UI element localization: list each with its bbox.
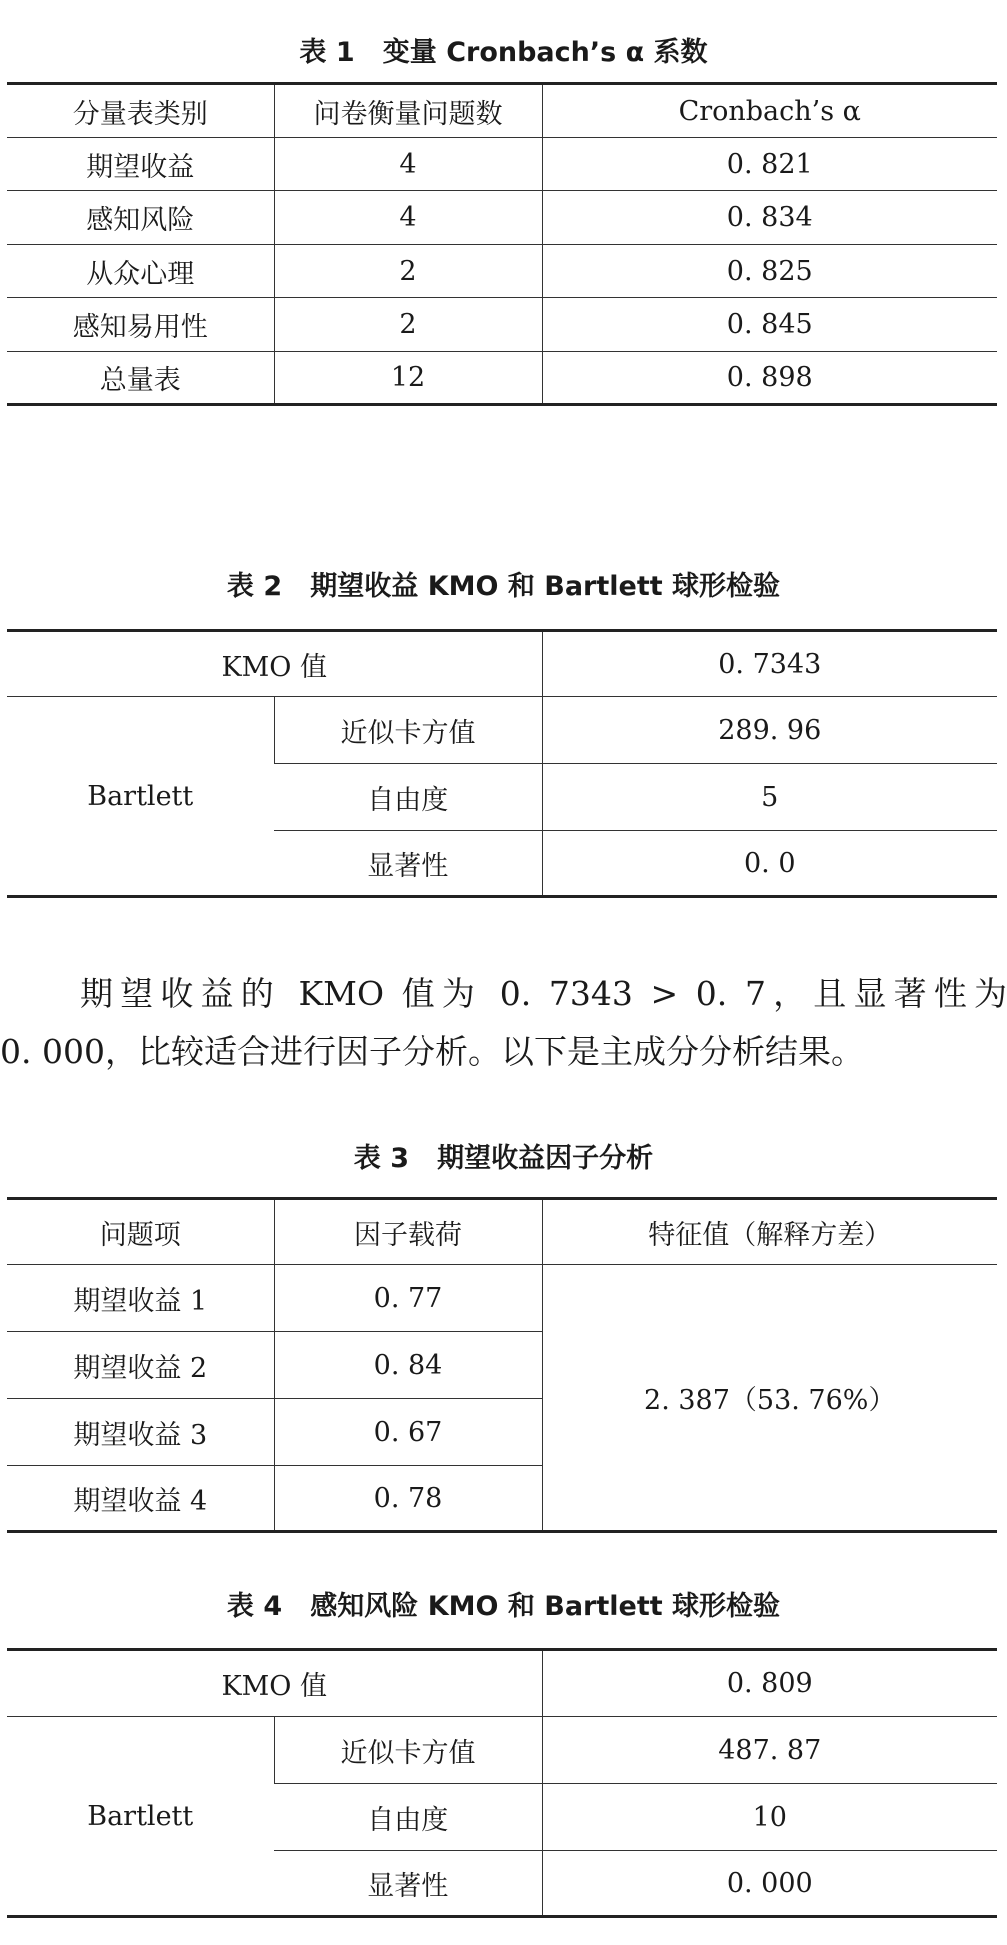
table2-cell: 自由度 [274, 764, 542, 831]
table4-kmo-row [7, 1650, 997, 1717]
table1-cell: 0. 898 [542, 352, 997, 405]
table4-bartlett-label: Bartlett [87, 1800, 194, 1832]
table3-cell: 0. 67 [274, 1399, 542, 1466]
table2-cell: 0. 0 [542, 831, 997, 897]
table2-cell: 显著性 [367, 850, 449, 882]
table1-cell: 4 [274, 138, 542, 191]
table3-cell: 0. 84 [274, 1332, 542, 1399]
table3-cell: 期望收益 2 [7, 1332, 274, 1399]
table1-cell: 2 [274, 298, 542, 352]
table3-header-eigen: 特征值（解释方差） [542, 1199, 997, 1265]
table2-bartlett-label: Bartlett [87, 780, 194, 812]
table1-cell: 期望收益 [7, 138, 274, 191]
table3-header-loading: 因子载荷 [274, 1199, 542, 1265]
table1-cell: 2 [274, 245, 542, 298]
table3-caption: 表 3 期望收益因子分析 [353, 1143, 654, 1174]
table1-cell: 从众心理 [7, 245, 274, 298]
table4-cell: 10 [542, 1784, 997, 1851]
table1 [7, 82, 997, 406]
table1-header-alpha: Cronbach’s α [542, 84, 997, 138]
table3 [7, 1197, 997, 1533]
table-row [7, 1717, 997, 1784]
table2 [7, 629, 997, 898]
table3-cell: 0. 78 [274, 1466, 542, 1532]
table4-cell: 自由度 [274, 1784, 542, 1851]
table-row [7, 697, 997, 764]
table1-cell: 0. 821 [542, 138, 997, 191]
table3-cell: 期望收益 1 [7, 1265, 274, 1332]
table4-cell: 显著性 [367, 1870, 449, 1902]
table1-cell: 0. 845 [542, 298, 997, 352]
table-row [7, 191, 997, 245]
table1-header-row [7, 84, 997, 138]
table2-kmo-row [7, 631, 997, 697]
table3-cell: 期望收益 3 [7, 1399, 274, 1466]
table4-cell: 近似卡方值 [274, 1717, 542, 1784]
table2-cell: 近似卡方值 [274, 697, 542, 764]
table1-cell: 0. 834 [542, 191, 997, 245]
table3-cell: 期望收益 4 [73, 1485, 208, 1517]
table1-cell: 总量表 [99, 365, 181, 396]
body-paragraph [0, 965, 1007, 1081]
table1-header-count: 问卷衡量问题数 [274, 84, 542, 138]
table3-eigen-value: 2. 387（53. 76%） [542, 1265, 997, 1532]
table4-kmo-value: 0. 809 [542, 1650, 997, 1717]
table2-kmo-value: 0. 7343 [542, 631, 997, 697]
table3-cell: 0. 77 [274, 1265, 542, 1332]
table4-caption: 表 4 感知风险 KMO 和 Bartlett 球形检验 [226, 1591, 781, 1622]
table1-header-category: 分量表类别 [7, 84, 274, 138]
table4 [7, 1648, 997, 1918]
table1-cell: 感知风险 [7, 191, 274, 245]
table1-cell: 感知易用性 [7, 298, 274, 352]
table2-cell: 289. 96 [542, 697, 997, 764]
table1-caption: 表 1 变量 Cronbach’s α 系数 [299, 37, 708, 68]
table-row [7, 138, 997, 191]
table2-kmo-label: KMO 值 [7, 631, 542, 697]
table-row [7, 352, 997, 405]
table2-caption: 表 2 期望收益 KMO 和 Bartlett 球形检验 [226, 571, 781, 602]
table-row [7, 298, 997, 352]
table1-cell: 0. 825 [542, 245, 997, 298]
table4-cell: 487. 87 [542, 1717, 997, 1784]
paragraph-line-1: 期望收益的 KMO 值为 0. 7343 > 0. 7，且显著性为 [80, 974, 1007, 1013]
table2-cell: 5 [542, 764, 997, 831]
table-row [7, 1265, 997, 1332]
table1-cell: 4 [274, 191, 542, 245]
table4-kmo-label: KMO 值 [7, 1650, 542, 1717]
table3-header-row [7, 1199, 997, 1265]
table4-cell: 0. 000 [542, 1851, 997, 1917]
table1-cell: 12 [274, 352, 542, 405]
table-row [7, 245, 997, 298]
paragraph-line-2: 0. 000，比较适合进行因子分析。以下是主成分分析结果。 [0, 1032, 864, 1071]
table3-header-item: 问题项 [7, 1199, 274, 1265]
